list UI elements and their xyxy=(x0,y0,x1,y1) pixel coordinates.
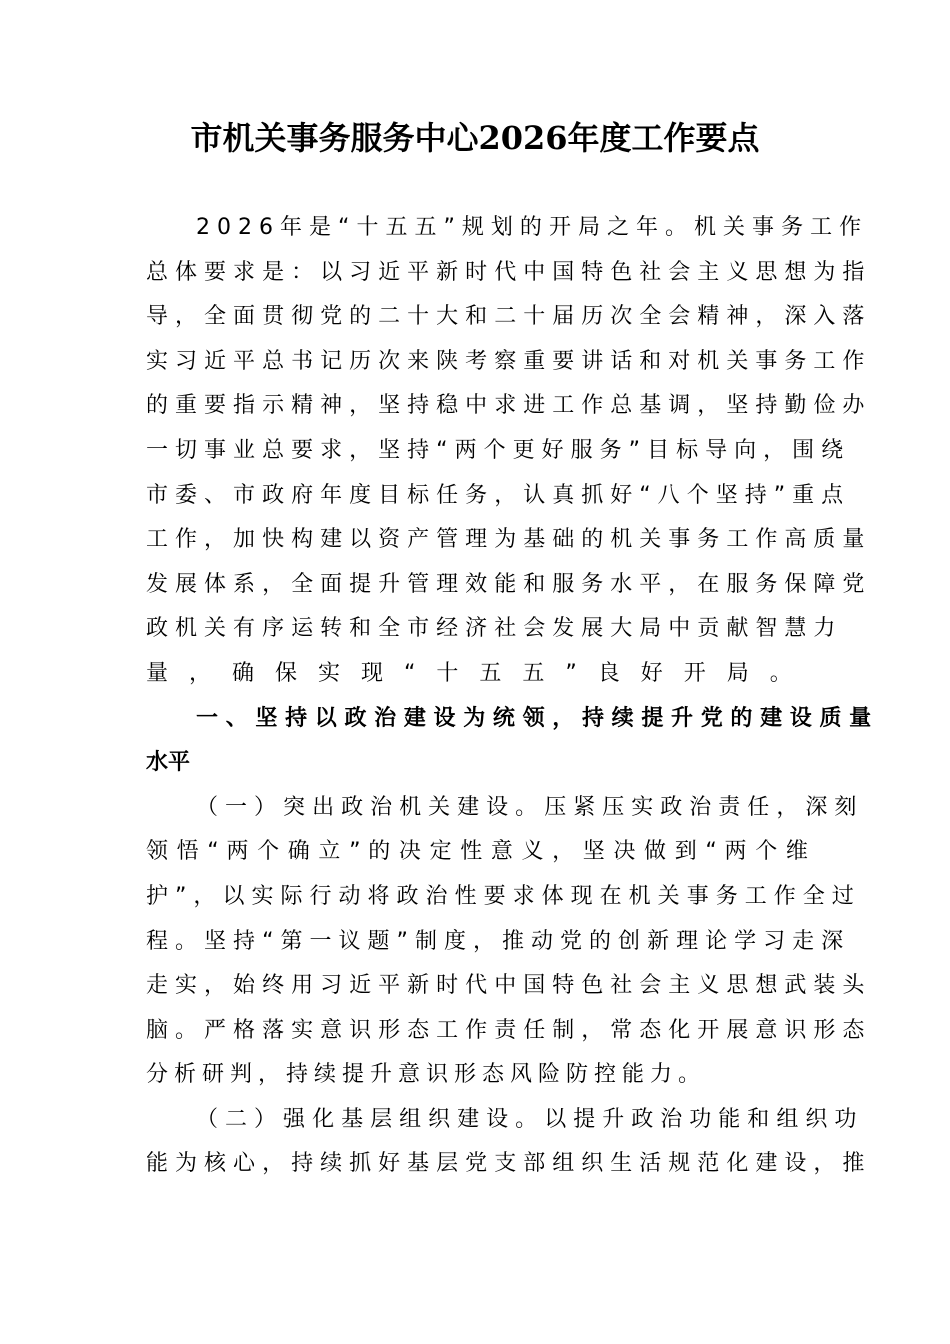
heading-line: 一 、 坚 持 以 政 治 建 设 为 统 领 ， 持 续 提 升 党 的 建 设 质 量 xyxy=(196,705,872,731)
paragraph-line: 护 ” ， 以 实 际 行 动 将 政 治 性 要 求 体 现 在 机 关 事 务 工 作 全 过 xyxy=(146,883,854,909)
section-1-item-2 xyxy=(146,1098,865,1187)
paragraph-line: 一 切 事 业 总 要 求 ， 坚 持 “ 两 个 更 好 服 务 ” 目 标 导 向 ， 围 绕 xyxy=(146,437,844,463)
paragraph-line: 的 重 要 指 示 精 神 ， 坚 持 稳 中 求 进 工 作 总 基 调 ， 坚 持 勤 俭 办 xyxy=(146,393,865,419)
paragraph-line: 2 0 2 6 年 是 “ 十 五 五 ” 规 划 的 开 局 之 年 。 机 关 事 务 工 作 xyxy=(196,215,862,240)
paragraph-line: （ 一 ） 突 出 政 治 机 关 建 设 。 压 紧 压 实 政 治 责 任 ， 深 刻 xyxy=(196,794,857,820)
paragraph-line: 导 ， 全 面 贯 彻 党 的 二 十 大 和 二 十 届 历 次 全 会 精 神 ， 深 入 落 xyxy=(146,304,865,330)
paragraph-line: （ 二 ） 强 化 基 层 组 织 建 设 。 以 提 升 政 治 功 能 和 组 织 功 xyxy=(196,1106,857,1132)
paragraph-line: 走 实 ， 始 终 用 习 近 平 新 时 代 中 国 特 色 社 会 主 义 思 想 武 装 头 xyxy=(146,973,865,999)
paragraph-line: 政 机 关 有 序 运 转 和 全 市 经 济 社 会 发 展 大 局 中 贡 献 智 慧 力 xyxy=(146,616,836,642)
intro-paragraph xyxy=(146,206,865,697)
paragraph-line: 脑 。 严 格 落 实 意 识 形 态 工 作 责 任 制 ， 常 态 化 开 展 意 识 形 态 xyxy=(146,1017,865,1043)
paragraph-line: 分析研判，持续提升意识形态风险防控能力。 xyxy=(146,1062,707,1088)
heading-line: 水平 xyxy=(146,750,191,776)
section-1-item-1 xyxy=(146,786,865,1098)
paragraph-line: 工 作 ， 加 快 构 建 以 资 产 管 理 为 基 础 的 机 关 事 务 工 作 高 质 量 xyxy=(146,527,865,553)
document-body xyxy=(146,206,872,1187)
paragraph-line: 市 委 、 市 政 府 年 度 目 标 任 务 ， 认 真 抓 好 “ 八 个 坚 持 ” 重 点 xyxy=(146,482,844,508)
paragraph-line: 能 为 核 心 ， 持 续 抓 好 基 层 党 支 部 组 织 生 活 规 范 化 建 设 ， 推 xyxy=(146,1151,865,1177)
paragraph-line: 总 体 要 求 是 ： 以 习 近 平 新 时 代 中 国 特 色 社 会 主 义 思 想 为 指 xyxy=(146,259,865,285)
paragraph-line: 发 展 体 系 ， 全 面 提 升 管 理 效 能 和 服 务 水 平 ， 在 服 务 保 障 党 xyxy=(146,571,865,597)
paragraph-line: 实 习 近 平 总 书 记 历 次 来 陕 考 察 重 要 讲 话 和 对 机 关 事 务 工 作 xyxy=(146,348,865,374)
paragraph-line: 领 悟 “ 两 个 确 立 ” 的 决 定 性 意 义 ， 坚 决 做 到 “ 两 个 维 xyxy=(146,839,808,865)
section-1-heading xyxy=(146,697,872,786)
paragraph-line: 程 。 坚 持 “ 第 一 议 题 ” 制 度 ， 推 动 党 的 创 新 理 论 学 习 走 深 xyxy=(146,928,844,954)
document-title: 市机关事务服务中心2026年度工作要点 xyxy=(190,119,760,157)
paragraph-line: 量，确保实现“十五五”良好开局。 xyxy=(146,660,813,686)
